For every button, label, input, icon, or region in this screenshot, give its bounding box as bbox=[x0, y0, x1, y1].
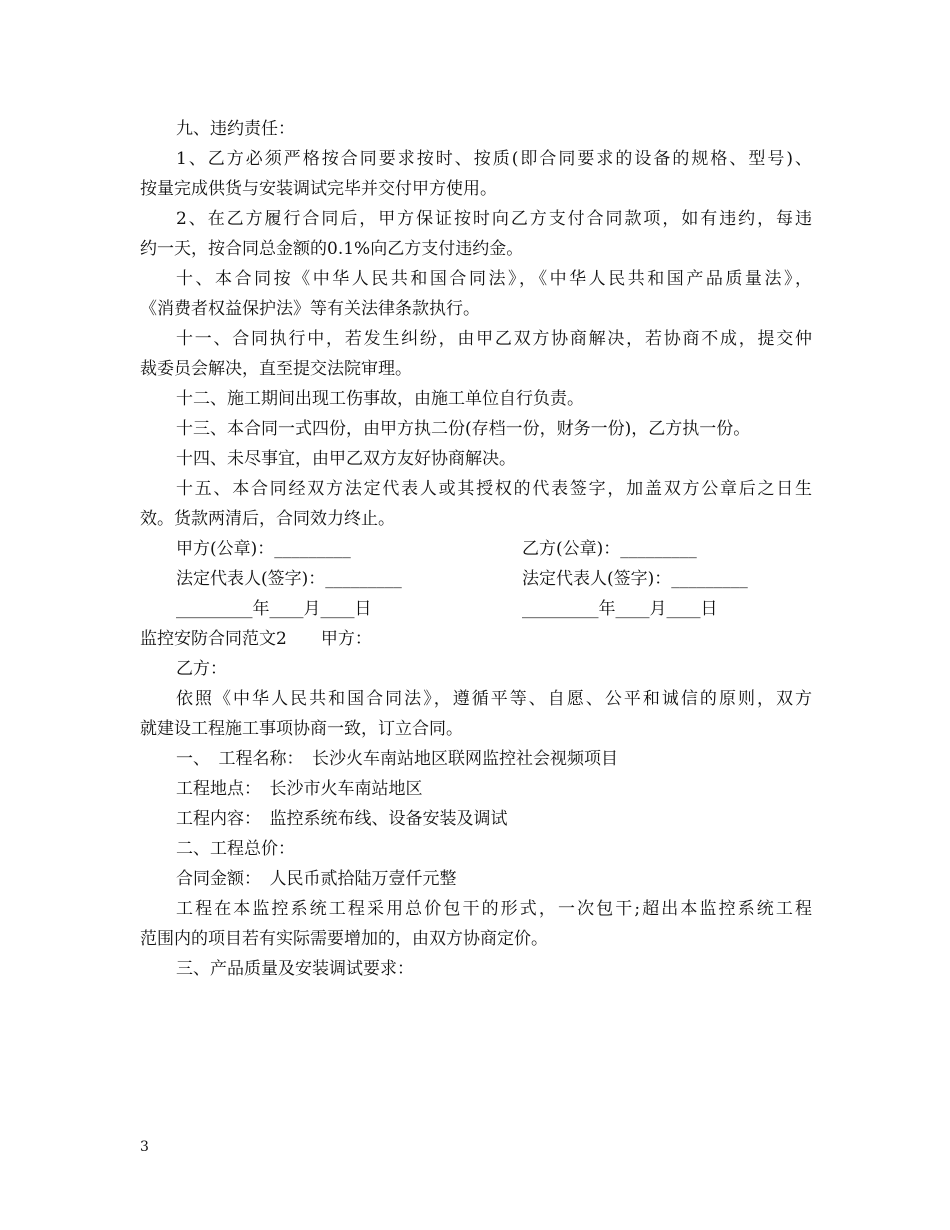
second-contract-party-b: 乙方： bbox=[176, 659, 227, 679]
paragraph-line: 工程在本监控系统工程采用总价包干的形式，一次包干;超出本监控系统工程 bbox=[176, 899, 812, 919]
signature-row-representative bbox=[140, 564, 812, 594]
paragraph-line: 十二、施工期间出现工伤事故，由施工单位自行负责。 bbox=[176, 389, 584, 409]
contract-amount-line: 合同金额： 人民币贰拾陆万壹仟元整 bbox=[176, 869, 457, 889]
paragraph-line: 裁委员会解决，直至提交法院审理。 bbox=[140, 359, 412, 379]
document-body bbox=[140, 114, 812, 984]
page-number: 3 bbox=[140, 1139, 149, 1155]
paragraph-line: 就建设工程施工事项协商一致，订立合同。 bbox=[140, 719, 463, 739]
party-b-seal: 乙方(公章)：_________ bbox=[522, 539, 697, 559]
total-price-heading: 二、工程总价： bbox=[176, 839, 295, 859]
paragraph-line: 约一天，按合同总金额的0.1%向乙方支付违约金。 bbox=[140, 239, 524, 259]
clause-heading-breach: 九、违约责任： bbox=[176, 119, 295, 139]
paragraph-line: 依照《中华人民共和国合同法》，遵循平等、自愿、公平和诚信的原则，双方 bbox=[176, 689, 812, 709]
paragraph-line: 1、乙方必须严格按合同要求按时、按质(即合同要求的设备的规格、型号)、 bbox=[176, 149, 812, 169]
project-location-line: 工程地点： 长沙市火车南站地区 bbox=[176, 779, 423, 799]
party-a-seal: 甲方(公章)：_________ bbox=[176, 539, 351, 559]
second-contract-heading: 监控安防合同范文2 甲方： bbox=[140, 629, 372, 649]
paragraph-line: 按量完成供货与安装调试完毕并交付甲方使用。 bbox=[140, 179, 497, 199]
paragraph-line: 十、本合同按《中华人民共和国合同法》，《中华人民共和国产品质量法》， bbox=[176, 269, 812, 289]
party-b-representative: 法定代表人(签字)：_________ bbox=[522, 569, 748, 589]
party-a-date: _________年____月____日 bbox=[176, 599, 372, 619]
project-name-line: 一、 工程名称： 长沙火车南站地区联网监控社会视频项目 bbox=[176, 749, 618, 769]
paragraph-line: 十三、本合同一式四份，由甲方执二份(存档一份，财务一份)，乙方执一份。 bbox=[176, 419, 751, 439]
signature-row-seal bbox=[140, 534, 812, 564]
party-a-representative: 法定代表人(签字)：_________ bbox=[176, 569, 402, 589]
paragraph-line: 效。货款两清后，合同效力终止。 bbox=[140, 509, 395, 529]
project-content-line: 工程内容： 监控系统布线、设备安装及调试 bbox=[176, 809, 508, 829]
paragraph-line: 十一、合同执行中，若发生纠纷，由甲乙双方协商解决，若协商不成，提交仲 bbox=[176, 329, 812, 349]
quality-requirements-heading: 三、产品质量及安装调试要求： bbox=[176, 959, 414, 979]
party-b-date: _________年____月____日 bbox=[522, 599, 718, 619]
paragraph-line: 十五、本合同经双方法定代表人或其授权的代表签字，加盖双方公章后之日生 bbox=[176, 479, 812, 499]
paragraph-line: 范围内的项目若有实际需要增加的，由双方协商定价。 bbox=[140, 929, 548, 949]
signature-row-date bbox=[140, 594, 812, 624]
paragraph-line: 十四、未尽事宜，由甲乙双方友好协商解决。 bbox=[176, 449, 516, 469]
paragraph-line: 2、在乙方履行合同后，甲方保证按时向乙方支付合同款项，如有违约，每违 bbox=[176, 209, 812, 229]
paragraph-line: 《消费者权益保护法》等有关法律条款执行。 bbox=[140, 299, 480, 319]
